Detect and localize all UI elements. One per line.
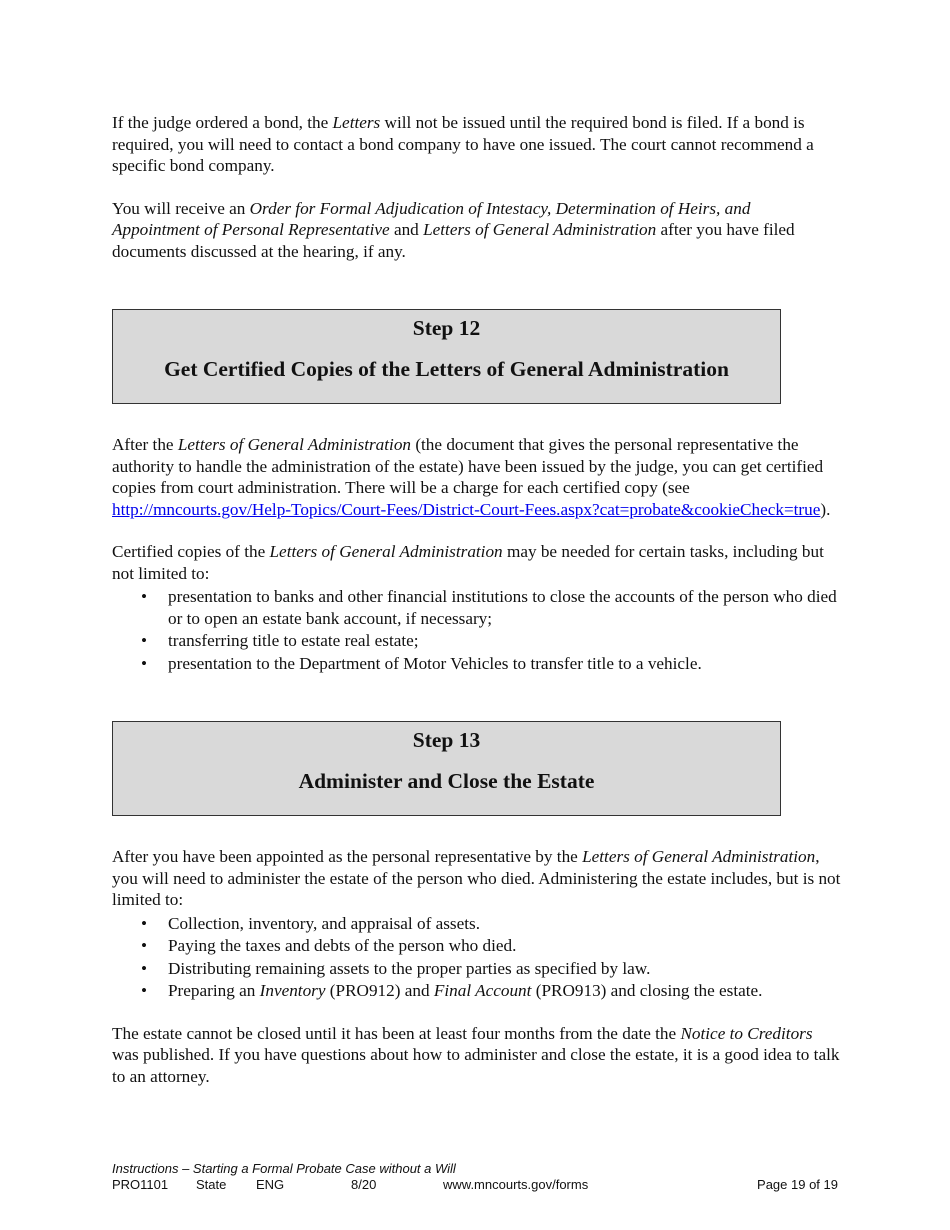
bullet-icon: •	[141, 936, 148, 955]
administration-tasks-list	[112, 913, 842, 1002]
bullet-icon: •	[141, 631, 148, 650]
footer-language: ENG	[256, 1177, 285, 1192]
page-footer	[112, 1161, 838, 1193]
footer-page-number: Page 19 of 19	[757, 1177, 838, 1192]
list-item: • Collection, inventory, and appraisal of assets.	[141, 913, 481, 933]
bullet-icon: •	[141, 981, 148, 1000]
paragraph-receive-order: You will receive an Order for Formal Adjudication of Intestacy, Determination of Heirs, and Appointment of Personal Representative and Letters of General Administration after you have filed documents discussed at the hearing, if any.	[112, 198, 795, 261]
court-fees-link[interactable]: http://mncourts.gov/Help-Topics/Court-Fees/District-Court-Fees.aspx?cat=probate&cookieCheck=true	[112, 499, 821, 519]
step-13-box	[112, 721, 781, 816]
footer-title: Instructions – Starting a Formal Probate Case without a Will	[112, 1161, 456, 1176]
certified-uses-list	[112, 586, 842, 674]
footer-website: www.mncourts.gov/forms	[443, 1177, 589, 1192]
paragraph-appointed: After you have been appointed as the personal representative by the Letters of General Administration, you will need to administer the estate of the person who died. Administering the estate includes, but is not limited to:	[112, 847, 841, 909]
footer-revision: 8/20	[351, 1177, 377, 1192]
list-item: • transferring title to estate real estate;	[141, 631, 419, 650]
list-item: • presentation to the Department of Motor Vehicles to transfer title to a vehicle.	[141, 653, 702, 673]
step-13-number: Step 13	[412, 728, 481, 752]
bullet-icon: •	[141, 958, 148, 978]
bullet-icon: •	[141, 587, 148, 606]
paragraph-after-letters: After the Letters of General Administration (the document that gives the personal representative the authority to handle the administration of the estate) have been issued by the judge, you can get certified copies from court administration. There will be a charge for each certified copy (see http://mncourts.gov/Help-Topics/Court-Fees/District-Court-Fees.aspx?cat=probate&cookieCheck=true).	[112, 435, 831, 519]
footer-form-code: PRO1101	[112, 1177, 169, 1192]
step-12-title: Get Certified Copies of the Letters of General Administration	[164, 357, 729, 381]
list-item: • Paying the taxes and debts of the person who died.	[141, 936, 517, 955]
list-item: • Preparing an Inventory (PRO912) and Final Account (PRO913) and closing the estate.	[141, 981, 763, 1000]
paragraph-bond: If the judge ordered a bond, the Letters will not be issued until the required bond is filed. If a bond is required, you will need to contact a bond company to have one issued. The court cannot recommend a specific bond company.	[112, 113, 814, 175]
footer-meta-row	[112, 1177, 838, 1193]
step-13-title: Administer and Close the Estate	[298, 769, 595, 793]
paragraph-closing: The estate cannot be closed until it has been at least four months from the date the Notice to Creditors was published. If you have questions about how to administer and close the estate, it is a good idea to talk to an attorney.	[112, 1023, 840, 1086]
bullet-icon: •	[141, 913, 148, 933]
bullet-icon: •	[141, 653, 148, 673]
list-item: • presentation to banks and other financial institutions to close the accounts of the person who died or to open an estate bank account, if necessary;	[141, 587, 837, 628]
paragraph-certified-copies: Certified copies of the Letters of General Administration may be needed for certain tasks, including but not limited to:	[112, 542, 824, 583]
document-page	[112, 112, 842, 1087]
step-12-number: Step 12	[412, 316, 481, 340]
step-12-box	[112, 309, 781, 404]
footer-jurisdiction: State	[196, 1177, 227, 1192]
list-item: • Distributing remaining assets to the proper parties as specified by law.	[141, 958, 651, 978]
